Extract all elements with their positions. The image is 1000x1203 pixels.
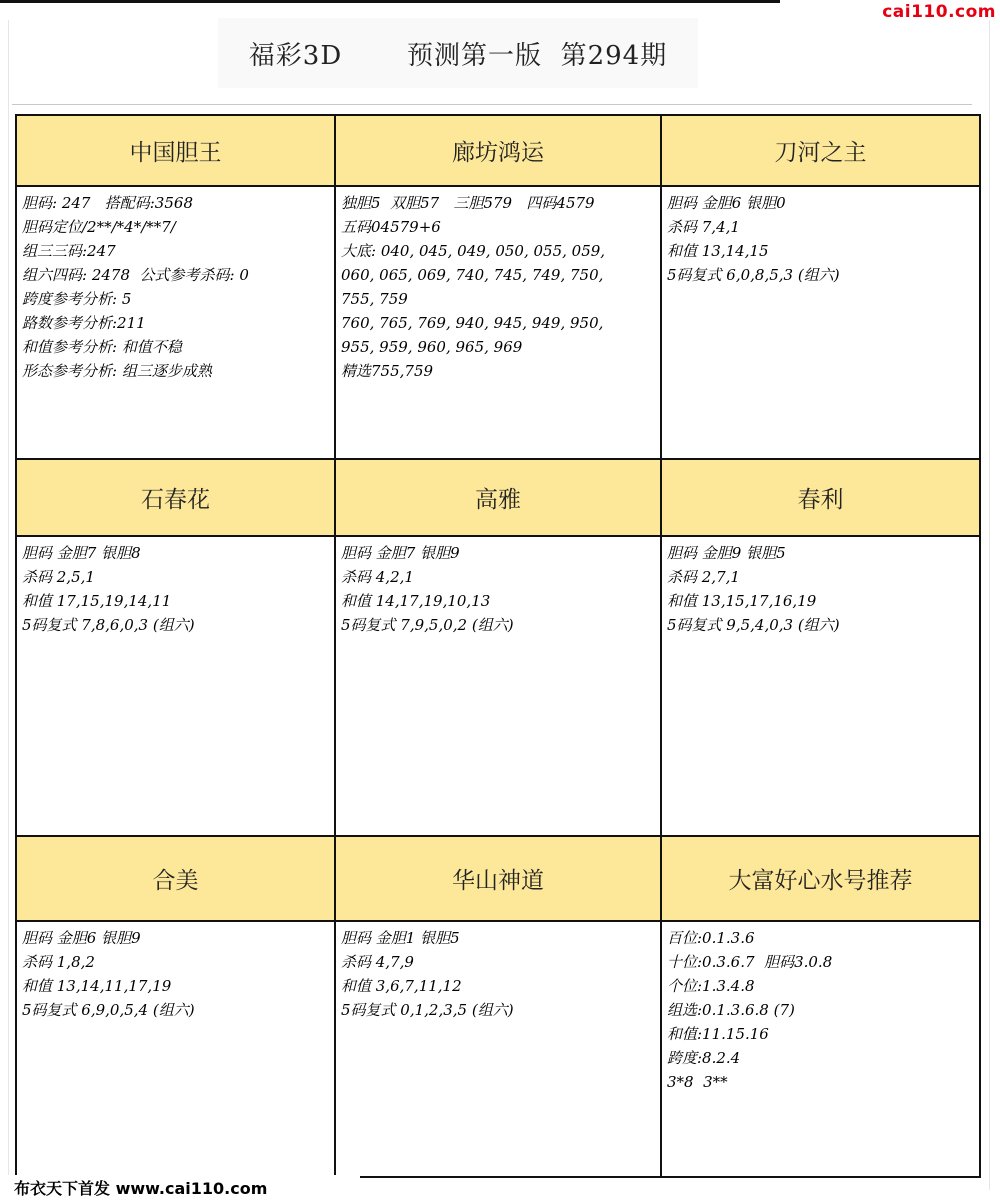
- grid-divider-horizontal: [17, 835, 979, 837]
- cell-line: 杀码 2,5,1: [22, 568, 95, 586]
- cell-line: 跨度参考分析: 5: [22, 290, 132, 308]
- cell-line: 胆码定位/2**/*4*/**7/: [22, 218, 176, 236]
- cell-header-huashan-shendao: 华山神道: [336, 837, 660, 920]
- cell-line: 五码04579+6: [341, 218, 441, 236]
- cell-line: 路数参考分析:211: [22, 314, 146, 332]
- grid-divider-vertical: [334, 116, 336, 1176]
- cell-line: 胆码 金胆7 银胆8: [22, 544, 141, 562]
- cell-body-huashan-shendao: [336, 922, 660, 1176]
- cell-line: 955, 959, 960, 965, 969: [341, 338, 523, 356]
- cell-line: 5码复式 9,5,4,0,3 (组六): [667, 616, 840, 634]
- cell-line: 组三三码:247: [22, 242, 116, 260]
- page-title: 福彩3D 预测第一版 第294期: [248, 40, 668, 71]
- cell-line: 形态参考分析: 组三逐步成熟: [22, 362, 212, 380]
- cell-body-hemei: [17, 922, 334, 1176]
- cell-line: 跨度:8.2.4: [667, 1049, 741, 1067]
- cell-line: 杀码 4,2,1: [341, 568, 414, 586]
- cell-line: 5码复式 6,9,0,5,4 (组六): [22, 1001, 195, 1019]
- cell-line: 大底: 040, 045, 049, 050, 055, 059,: [341, 242, 606, 260]
- footer-watermark: 布衣天下首发 www.cai110.com: [0, 1175, 360, 1203]
- cell-line: 胆码 金胆9 银胆5: [667, 544, 786, 562]
- cell-body-chunli: [662, 537, 979, 835]
- cell-body-zhongguo-danwang: [17, 187, 334, 458]
- cell-line: 独胆5 双胆57 三胆579 四码4579: [341, 194, 595, 212]
- cell-line: 和值 13,14,11,17,19: [22, 977, 172, 995]
- cell-line: 和值 13,14,15: [667, 242, 769, 260]
- cell-line: 百位:0.1.3.6: [667, 929, 755, 947]
- cell-body-langfang-hongyun: [336, 187, 660, 458]
- cell-header-daohe-zhizhu: 刀河之主: [662, 116, 979, 185]
- top-edge-line: [0, 0, 780, 3]
- cell-line: 和值 3,6,7,11,12: [341, 977, 462, 995]
- cell-line: 5码复式 0,1,2,3,5 (组六): [341, 1001, 514, 1019]
- cell-line: 杀码 4,7,9: [341, 953, 414, 971]
- cell-header-hemei: 合美: [17, 837, 334, 920]
- cell-line: 胆码: 247 搭配码:3568: [22, 194, 193, 212]
- grid-divider-vertical: [660, 116, 662, 1176]
- cell-line: 胆码 金胆6 银胆9: [22, 929, 141, 947]
- cell-line: 760, 765, 769, 940, 945, 949, 950,: [341, 314, 604, 332]
- cell-body-dafu-haoxinshui: [662, 922, 979, 1176]
- cell-line: 和值:11.15.16: [667, 1025, 769, 1043]
- cell-header-shichunhua: 石春花: [17, 460, 334, 535]
- header-box: [218, 18, 698, 88]
- cell-header-zhongguo-danwang: 中国胆王: [17, 116, 334, 185]
- cell-line: 组选:0.1.3.6.8 (7): [667, 1001, 795, 1019]
- cell-line: 精选755,759: [341, 362, 434, 380]
- cell-header-dafu-haoxinshui: 大富好心水号推荐: [662, 837, 979, 920]
- grid-divider-horizontal: [17, 458, 979, 460]
- cell-line: 十位:0.3.6.7 胆码3.0.8: [667, 953, 833, 971]
- cell-body-shichunhua: [17, 537, 334, 835]
- grid-divider-horizontal: [17, 535, 979, 537]
- cell-line: 杀码 7,4,1: [667, 218, 740, 236]
- cell-header-chunli: 春利: [662, 460, 979, 535]
- cell-body-daohe-zhizhu: [662, 187, 979, 458]
- grid-divider-horizontal: [17, 185, 979, 187]
- cell-header-gaoya: 高雅: [336, 460, 660, 535]
- cell-line: 755, 759: [341, 290, 408, 308]
- header-divider: [12, 104, 972, 105]
- cell-line: 和值 14,17,19,10,13: [341, 592, 491, 610]
- cell-line: 胆码 金胆1 银胆5: [341, 929, 460, 947]
- grid-divider-horizontal: [17, 920, 979, 922]
- cell-line: 杀码 1,8,2: [22, 953, 95, 971]
- cell-body-gaoya: [336, 537, 660, 835]
- cell-line: 5码复式 6,0,8,5,3 (组六): [667, 266, 840, 284]
- cell-line: 和值 13,15,17,16,19: [667, 592, 817, 610]
- cell-line: 和值参考分析: 和值不稳: [22, 338, 182, 356]
- cell-line: 个位:1.3.4.8: [667, 977, 755, 995]
- cell-line: 杀码 2,7,1: [667, 568, 740, 586]
- cell-line: 和值 17,15,19,14,11: [22, 592, 172, 610]
- cell-line: 5码复式 7,8,6,0,3 (组六): [22, 616, 195, 634]
- cell-line: 胆码 金胆7 银胆9: [341, 544, 460, 562]
- site-logo[interactable]: cai110.com: [882, 2, 996, 22]
- cell-header-langfang-hongyun: 廊坊鸿运: [336, 116, 660, 185]
- cell-line: 5码复式 7,9,5,0,2 (组六): [341, 616, 514, 634]
- prediction-grid: [15, 114, 981, 1178]
- cell-line: 060, 065, 069, 740, 745, 749, 750,: [341, 266, 604, 284]
- cell-line: 胆码 金胆6 银胆0: [667, 194, 786, 212]
- cell-line: 3*8 3**: [667, 1073, 728, 1091]
- cell-line: 组六四码: 2478 公式参考杀码: 0: [22, 266, 249, 284]
